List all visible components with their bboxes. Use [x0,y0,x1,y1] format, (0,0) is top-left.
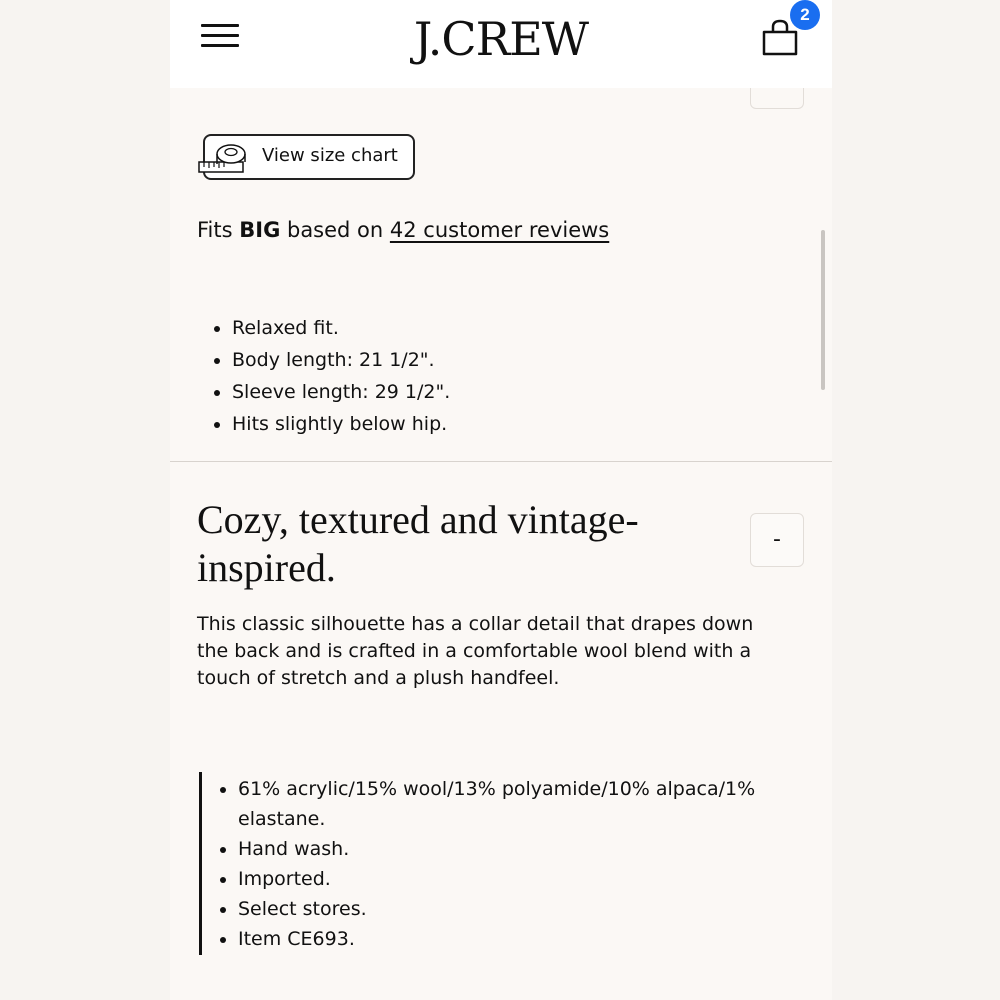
list-item: • Relaxed fit. [232,312,450,344]
product-details-list [202,774,778,954]
fit-summary [197,218,609,242]
fit-bullet-list [208,312,450,440]
right-margin [832,0,1000,1000]
list-item: • Select stores. [238,894,778,924]
product-description: This classic silhouette has a collar detail that drapes down the back and is crafted in a comfortable wool blend with a touch of stretch and a plush handfeel. [197,613,754,689]
description-title: Cozy, textured and vintage-inspired. [197,497,639,590]
collapse-description-button[interactable]: - [750,513,804,567]
customer-reviews-link[interactable]: 42 customer reviews [389,218,610,242]
cart-count-badge: 2 [790,0,820,30]
jcrew-logo[interactable]: J.CREW [413,12,589,66]
measuring-tape-icon [197,140,249,176]
fit-middle: based on [280,218,390,242]
list-item: • 61% acrylic/15% wool/13% polyamide/10% alpaca/1% elastane. [238,774,778,834]
list-item: • Hand wash. [238,834,778,864]
site-header [170,0,832,88]
list-item: • Body length: 21 1/2". [232,344,450,376]
scrollbar[interactable] [821,230,825,390]
fit-value: BIG [239,218,281,242]
list-item: • Sleeve length: 29 1/2". [232,376,450,408]
product-details-block [199,772,782,955]
section-divider [170,461,832,462]
fit-prefix: Fits [197,218,240,242]
list-item: • Item CE693. [238,924,778,954]
list-item: • Hits slightly below hip. [232,408,450,440]
left-margin [0,0,170,1000]
list-item: • Imported. [238,864,778,894]
view-size-chart-label: View size chart [262,145,398,166]
mobile-page [170,0,832,1000]
view-size-chart-button[interactable] [203,134,415,180]
